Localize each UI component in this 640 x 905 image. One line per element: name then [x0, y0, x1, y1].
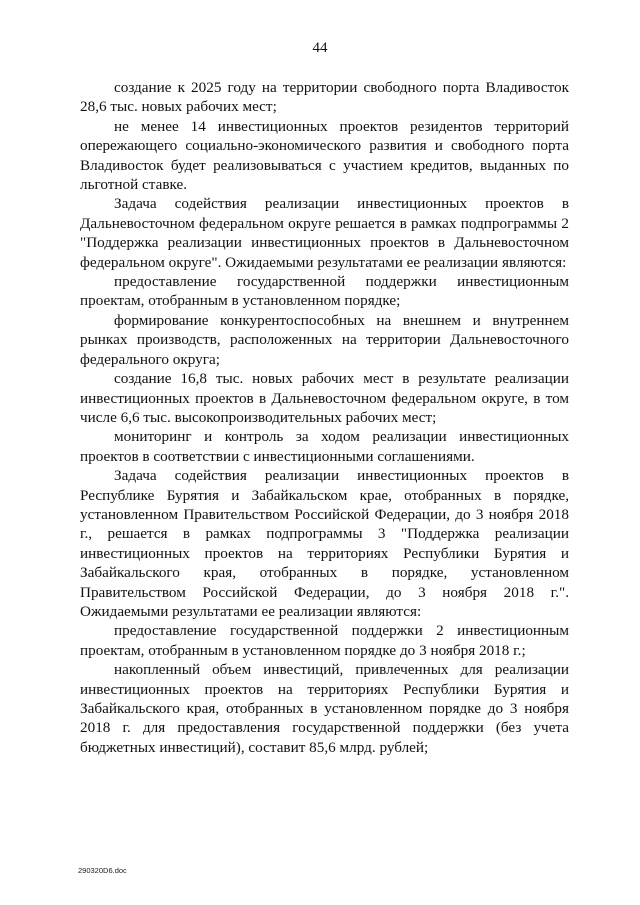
paragraph: предоставление государственной поддержки 2 инвестиционным проектам, отобранным в установленном порядке до 3 ноября 2018 г.; — [80, 622, 569, 659]
footer-file-code: 290320D6.doc — [78, 866, 127, 875]
paragraph: Задача содействия реализации инвестиционных проектов в Республике Бурятия и Забайкальском крае, отобранных в порядке, установленном Правительством Российской Федерации, до 3 ноября 2018 г., решается в рамках подпрограммы 3 "Поддержка реализации инвестиционных проектов на территориях Республики Бурятия и Забайкальского края, отобранных в порядке, установленном Правительством Российской Федерации, до 3 ноября 2018 г.". Ожидаемыми результатами ее реализации являются: — [80, 467, 569, 620]
paragraph: мониторинг и контроль за ходом реализации инвестиционных проектов в соответствии с инвестиционными соглашениями. — [80, 428, 569, 465]
paragraph: предоставление государственной поддержки инвестиционным проектам, отобранным в установленном порядке; — [80, 273, 569, 310]
document-body — [80, 78, 569, 757]
page-number: 44 — [312, 40, 328, 56]
paragraph: не менее 14 инвестиционных проектов резидентов территорий опережающего социально-экономического развития и свободного порта Владивосток будет реализовываться с участием кредитов, выданных по льготной ставке. — [80, 117, 569, 194]
paragraph: Задача содействия реализации инвестиционных проектов в Дальневосточном федеральном округе решается в рамках подпрограммы 2 "Поддержка реализации инвестиционных проектов в Дальневосточном федеральном округе". Ожидаемыми результатами ее реализации являются: — [80, 195, 569, 271]
paragraph: создание к 2025 году на территории свободного порта Владивосток 28,6 тыс. новых рабочих мест; — [80, 79, 569, 116]
paragraph: формирование конкурентоспособных на внешнем и внутреннем рынках производств, расположенных на территории Дальневосточного федерального округа; — [80, 311, 569, 368]
paragraph: создание 16,8 тыс. новых рабочих мест в результате реализации инвестиционных проектов в Дальневосточном федеральном округе, в том числе 6,6 тыс. высокопроизводительных рабочих мест; — [80, 370, 569, 426]
paragraph: накопленный объем инвестиций, привлеченных для реализации инвестиционных проектов на территориях Республики Бурятия и Забайкальского края, отобранных в установленном порядке до 3 ноября 2018 г. для предоставления государственной поддержки (без учета бюджетных инвестиций), составит 85,6 млрд. рублей; — [80, 661, 569, 756]
